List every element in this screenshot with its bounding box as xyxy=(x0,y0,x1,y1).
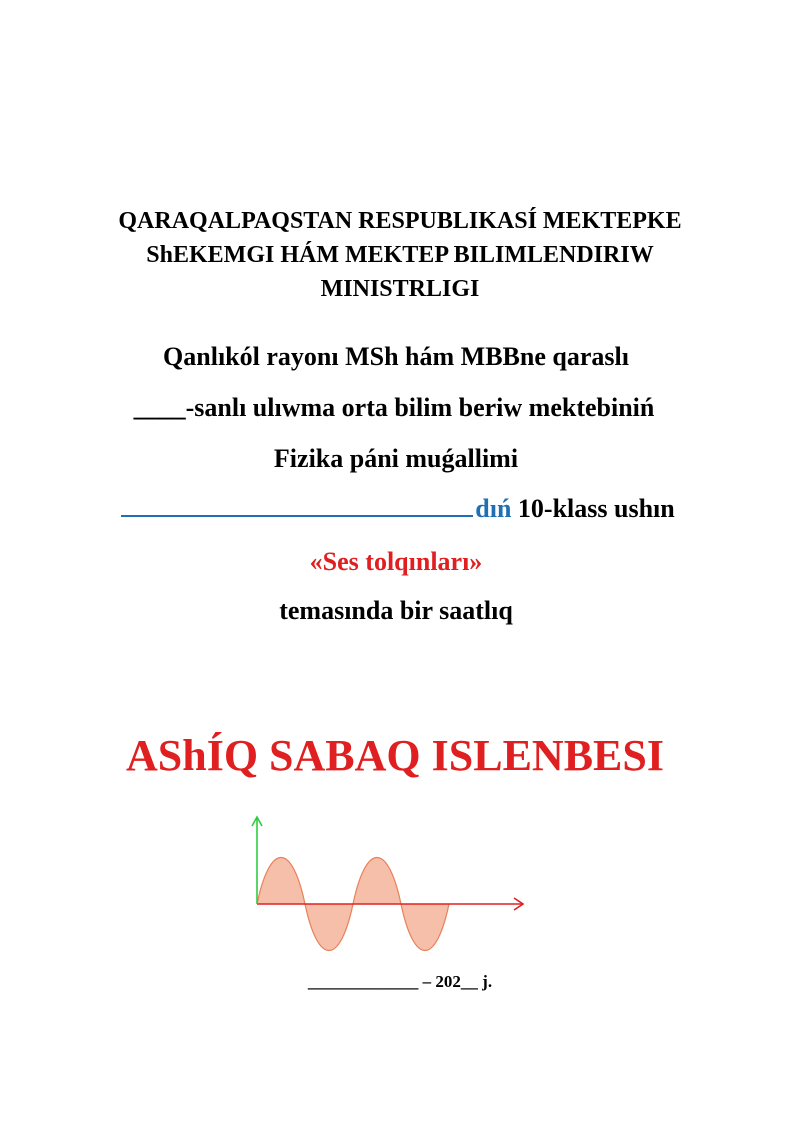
year-text: – 202__ j. xyxy=(418,972,493,991)
ministry-line-3: MINISTRLIGI xyxy=(320,276,480,302)
ministry-heading xyxy=(0,204,800,306)
document-title: AShÍQ SABAQ ISLENBESI xyxy=(125,731,664,780)
teacher-name-blank xyxy=(121,493,473,517)
lesson-topic: «Ses tolqınları» xyxy=(309,547,483,576)
ministry-line-1: QARAQALPAQSTAN RESPUBLIKASÍ MEKTEPKE xyxy=(118,208,682,234)
teacher-suffix: dıń xyxy=(475,494,512,523)
date-blank: _____________ xyxy=(307,972,419,991)
lesson-duration: temasında bir saatlıq xyxy=(279,596,513,625)
class-text: 10-klass ushın xyxy=(511,494,675,523)
sine-wave-icon xyxy=(240,812,540,962)
date-line xyxy=(0,970,800,994)
teacher-name-line xyxy=(0,492,798,526)
school-text: -sanlı ulıwma orta bilim beriw mektebiniń xyxy=(185,393,655,422)
ministry-line-2: ShEKEMGI HÁM MEKTEP BILIMLENDIRIW xyxy=(146,242,654,268)
school-number-blank: ____ xyxy=(133,393,186,422)
subject-teacher-line: Fizika páni muǵallimi xyxy=(273,444,519,473)
school-line xyxy=(0,391,794,425)
district-line: Qanlıkól rayonı MSh hám MBBne qaraslı xyxy=(163,342,629,371)
